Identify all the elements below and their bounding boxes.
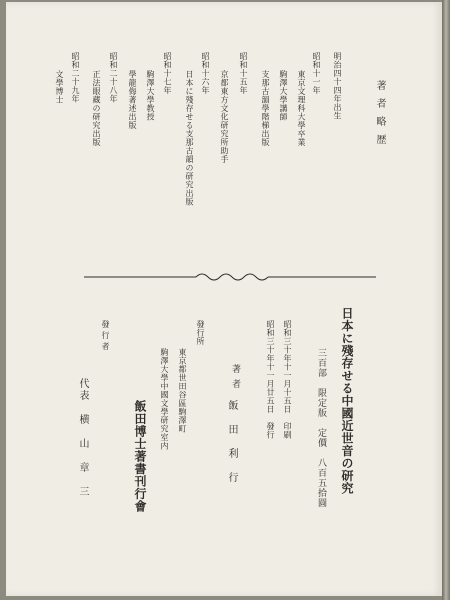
bio-entry-item: 駒澤大學講師 bbox=[279, 70, 288, 121]
author-label: 著者 bbox=[230, 364, 240, 394]
issuer-label: 發行者 bbox=[101, 320, 110, 353]
book-spine-edge bbox=[442, 0, 450, 600]
biography-heading: 著者略歴 bbox=[374, 80, 385, 152]
publisher-address: 東京都世田谷區駒澤町 bbox=[178, 348, 187, 433]
bio-entry-item: 東京文理科大學卒業 bbox=[297, 70, 306, 147]
publisher-dept: 駒澤大學中國文學研究室内 bbox=[160, 348, 169, 450]
colophon-page bbox=[6, 2, 442, 596]
bio-entry-item: 日本に殘存せる支那古韻の研究出版 bbox=[185, 70, 194, 206]
bio-entry-year: 昭和十一年 bbox=[312, 52, 321, 95]
bio-entry-year: 昭和十七年 bbox=[163, 52, 172, 95]
book-title: 日本に殘存せる中國近世音の研究 bbox=[340, 307, 354, 495]
author-name: 飯 田 利 行 bbox=[226, 400, 237, 484]
bio-entry-item: 學龍侮著述出版 bbox=[128, 70, 137, 130]
bio-entry-item: 京都東方文化研究所助手 bbox=[220, 70, 229, 164]
bio-entry-item: 駒澤大學教授 bbox=[146, 70, 155, 121]
bio-entry-year: 昭和十六年 bbox=[201, 52, 210, 95]
publisher-name: 飯田博士著書刊行會 bbox=[133, 400, 147, 513]
edition-price-line: 三百部 限定版 定價 八百五拾圓 bbox=[316, 348, 326, 508]
bio-entry-birth: 明治四十四年出生 bbox=[333, 52, 342, 120]
print-date: 昭和三十年十一月十五日 印刷 bbox=[283, 320, 292, 439]
bio-entry-year: 昭和二十九年 bbox=[71, 52, 80, 103]
decorative-divider bbox=[84, 270, 376, 284]
bio-entry-item: 文學博士 bbox=[55, 70, 64, 104]
publisher-label: 發行所 bbox=[196, 320, 205, 346]
bio-entry-year: 昭和十五年 bbox=[239, 52, 248, 95]
publish-date: 昭和三十年十一月廿五日 發行 bbox=[266, 320, 275, 439]
bio-entry-year: 昭和二十八年 bbox=[109, 52, 118, 103]
bio-entry-item: 正法眼藏の研究出版 bbox=[92, 70, 101, 147]
bio-entry-item: 支那古韻學階梯出版 bbox=[261, 70, 270, 147]
issuer-name: 代表 横 山 章 三 bbox=[77, 378, 88, 498]
